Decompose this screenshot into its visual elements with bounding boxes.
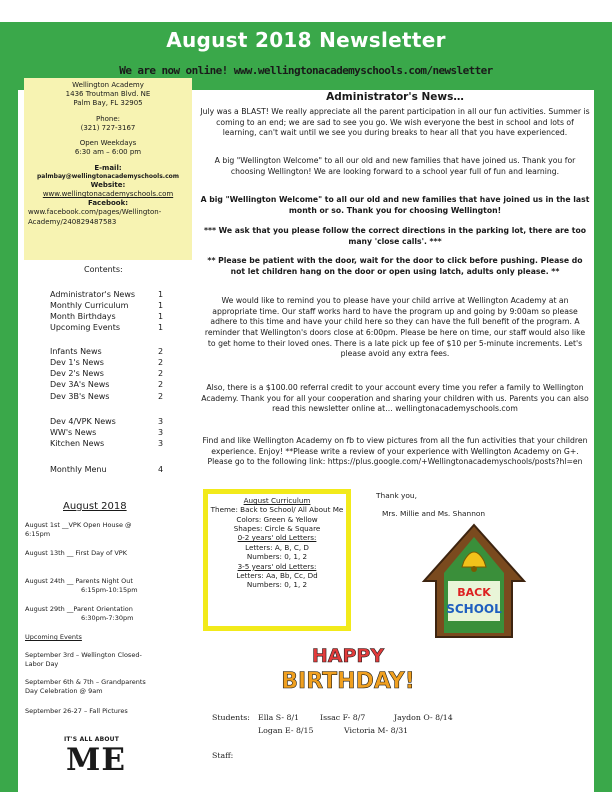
admin-paragraph: *** We ask that you please follow the correct directions in the parking lot, there are too many 'close calls'. *** (203, 226, 587, 246)
house-text-school: SCHOOL (446, 602, 502, 616)
staff-label: Staff: (212, 751, 234, 760)
header-top-margin (0, 0, 612, 22)
student-birthday: Ella S- 8/1 (258, 713, 300, 722)
contents-item-label: Month Birthdays (50, 312, 116, 321)
website-label: Website: (90, 180, 126, 189)
student-birthday: Logan E- 8/15 (258, 726, 314, 735)
newsletter-title: August 2018 Newsletter (166, 28, 446, 52)
admin-paragraph: Find and like Wellington Academy on fb to view pictures from all the fun activities that your children experience. Enjoy! **Please write a review of your experience with Wellington Academy on G+. Please go to the following link: https://plus.google.com/+Wellingtonacademyschools/posts?hl=en (202, 436, 588, 467)
birthday-line-1: HAPPY (311, 645, 385, 667)
upcoming-event-line: September 3rd – Wellington Closed- (25, 651, 142, 659)
calendar-event-line: August 29th __Parent Orientation (25, 605, 133, 613)
calendar-event-line: 6:15pm (25, 530, 51, 539)
admin-paragraph: A big "Wellington Welcome" to all our old and new families that have joined us. Thank you for choosing Wellington! We are looking forward to a school year full of fun and learning. (214, 156, 576, 176)
contents-item-page: 2 (158, 358, 164, 367)
curriculum-group2-letters: Letters: Aa, Bb, Cc, Dd (236, 570, 318, 580)
email-label: E-mail: (94, 163, 122, 172)
facebook-label: Facebook: (87, 199, 129, 208)
calendar-event-line: 6:30pm-7:30pm (81, 614, 134, 623)
curriculum-theme: Theme: Back to School/ All About Me (210, 505, 344, 515)
curriculum-shapes: Shapes: Circle & Square (233, 524, 321, 534)
all-about-me-big: ME (66, 742, 126, 778)
contents-item-page: 3 (158, 417, 164, 426)
calendar-event (25, 577, 138, 596)
curriculum-group1-numbers: Numbers: 0, 1, 2 (246, 552, 308, 562)
calendar-event (25, 549, 127, 558)
contents-item-label: Kitchen News (50, 439, 105, 448)
calendar-title: August 2018 (63, 501, 127, 512)
contents-item (50, 428, 170, 437)
calendar-event-line: August 1st __VPK Open House @ (25, 521, 132, 529)
curriculum-group2-numbers: Numbers: 0, 1, 2 (246, 580, 308, 590)
admin-paragraph: We would like to remind you to please have your child arrive at Wellington Academy at an appropriate time. Our staff works hard to have the program up and going by 9:00am so please adhere to this time and have your child here so they can have the full benefit of the program. A reminder that Wellington's doors close at 6:00pm. Please be here on time, our staff would also like to get home to their loved ones. There is a late pick up fee of $10 per 5-minute increments. Let's please avoid any extra fees. (204, 296, 586, 359)
calendar-event (25, 521, 132, 540)
thanks-text: Thank you, (376, 491, 417, 500)
hours-value: 6:30 am – 6:00 pm (74, 148, 142, 157)
upcoming-event-line: Labor Day (25, 660, 59, 669)
address-line-1: 1436 Troutman Blvd. NE (65, 90, 151, 99)
back-to-school-house-image (420, 521, 528, 639)
website-link[interactable]: www.wellingtonacademyschools.com (42, 190, 174, 199)
student-birthday: Victoria M- 8/31 (344, 726, 409, 735)
upcoming-event (25, 707, 128, 716)
contents-item (50, 323, 170, 332)
contents-item (50, 301, 170, 310)
contents-item-label: Monthly Menu (50, 465, 107, 474)
contents-item-page: 1 (158, 312, 164, 321)
student-birthday: Jaydon O- 8/14 (394, 713, 453, 722)
contents-item-label: Dev 3A's News (50, 380, 110, 389)
upcoming-event-line: Day Celebration @ 9am (25, 687, 103, 696)
contents-item-label: Dev 1's News (50, 358, 104, 367)
upcoming-event-line: September 26-27 – Fall Pictures (25, 707, 128, 715)
contents-item-page: 1 (158, 290, 164, 299)
contents-item-page: 2 (158, 347, 164, 356)
upcoming-event-line: September 6th & 7th – Grandparents (25, 678, 146, 686)
contents-item-label: WW's News (50, 428, 97, 437)
calendar-event-line: August 13th __ First Day of VPK (25, 549, 127, 557)
contents-item-label: Monthly Curriculum (50, 301, 129, 310)
admin-paragraph: ** Please be patient with the door, wait for the door to click before pushing. Please do not let children hang on the door or open using latch, adults only please. ** (207, 256, 583, 276)
right-border (594, 90, 612, 792)
admin-paragraph: Also, there is a $100.00 referral credit to your account every time you refer a family to Wellington Academy. Thank you for all your cooperation and sharing your children with us. Parents you can also read this newsletter online at… wellingtonacademyschools.com (201, 383, 589, 414)
contents-item-label: Dev 3B's News (50, 392, 110, 401)
contents-item (50, 465, 170, 474)
curriculum-colors: Colors: Green & Yellow (236, 514, 318, 524)
facebook-link[interactable]: www.facebook.com/pages/Wellington-Academy/240829487583 (28, 208, 162, 226)
house-text-back: BACK (457, 586, 491, 599)
email-link[interactable]: palmbay@wellingtonacademyschools.com (37, 172, 179, 180)
curriculum-group1-title: 0-2 years' old Letters: (237, 533, 317, 543)
contents-item-page: 2 (158, 380, 164, 389)
contents-item (50, 312, 170, 321)
contents-item-label: Dev 4/VPK News (50, 417, 116, 426)
school-name: Wellington Academy (72, 81, 144, 89)
phone-label: Phone: (95, 114, 121, 123)
phone-number: (321) 727-3167 (80, 123, 136, 132)
curriculum-title: August Curriculum (243, 496, 311, 505)
curriculum-group2-title: 3-5 years' old Letters: (237, 561, 317, 571)
contents-item (50, 439, 170, 448)
upcoming-event (25, 678, 146, 697)
contents-item-page: 1 (158, 323, 164, 332)
upcoming-events-title: Upcoming Events (25, 633, 82, 641)
contents-item (50, 347, 170, 356)
contents-item-page: 4 (158, 465, 164, 474)
admin-paragraph: July was a BLAST! We really appreciate all the parent participation in all our fun activities. Summer is coming to an end; we are sad to see you go. We wish everyone the best in school and lots of learning, can't wait until we see you during breaks to hear all that you have experienced. (200, 107, 590, 138)
contents-item-label: Infants News (50, 347, 102, 356)
calendar-event (25, 605, 133, 624)
contents-item-label: Dev 2's News (50, 369, 104, 378)
contents-item (50, 290, 170, 299)
admin-news-title: Administrator's News… (326, 91, 464, 103)
happy-birthday-image (258, 642, 438, 692)
contents-item (50, 392, 170, 401)
curriculum-group1-letters: Letters: A, B, C, D (245, 542, 309, 552)
birthday-line-2: BIRTHDAY! (281, 669, 415, 692)
contents-item-page: 3 (158, 439, 164, 448)
contents-item-page: 2 (158, 369, 164, 378)
contents-item (50, 369, 170, 378)
upcoming-event (25, 651, 142, 670)
left-border (0, 90, 18, 792)
hours-label: Open Weekdays (79, 139, 137, 148)
contents-item (50, 358, 170, 367)
contents-item (50, 380, 170, 389)
contents-item-page: 1 (158, 301, 164, 310)
contents-item-label: Administrator's News (50, 290, 136, 299)
curriculum-box (203, 489, 351, 631)
contents-item (50, 417, 170, 426)
students-label: Students: (212, 713, 250, 722)
contents-item-page: 2 (158, 392, 164, 401)
admin-paragraph: A big "Wellington Welcome" to all our old and new families that have joined us in the last month or so. Thank you for choosing Wellington! (200, 195, 590, 215)
student-birthday: Issac F- 8/7 (320, 713, 366, 722)
calendar-event-line: 6:15pm-10:15pm (81, 586, 138, 595)
online-notice[interactable]: We are now online! www.wellingtonacademyschools.com/newsletter (119, 64, 493, 77)
contents-item-label: Upcoming Events (50, 323, 121, 332)
all-about-me-small: IT'S ALL ABOUT (64, 736, 120, 743)
contact-box (24, 78, 192, 260)
signers-text: Mrs. Millie and Ms. Shannon (382, 509, 486, 518)
address-line-2: Palm Bay, FL 32905 (73, 99, 143, 108)
contents-item-page: 3 (158, 428, 164, 437)
contents-title: Contents: (84, 265, 123, 274)
calendar-event-line: August 24th __ Parents Night Out (25, 577, 133, 585)
